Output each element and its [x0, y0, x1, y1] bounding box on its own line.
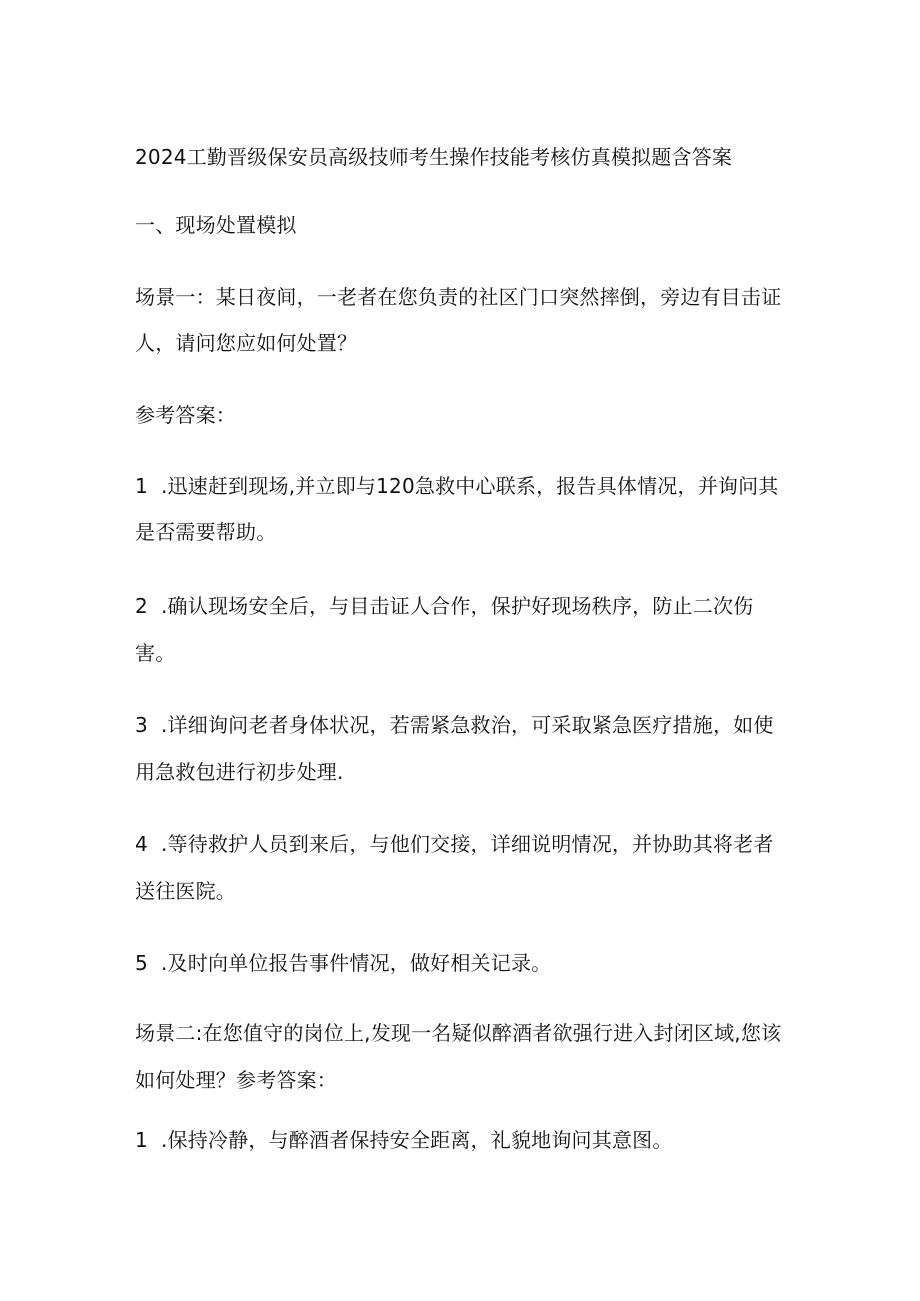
answer-item-3-line2: 用急救包进行初步处理.	[135, 760, 344, 784]
scenario1-answer-label: 参考答案：	[135, 403, 236, 427]
scenario2-item-1-text: .保持冷静，与醉酒者保持安全距离，礼貌地询问其意图。	[161, 1128, 673, 1152]
scenario2-question-line2: 如何处理？参考答案：	[135, 1068, 337, 1092]
scenario2-answer-item-1	[135, 1128, 795, 1152]
answer-item-4-number: 4	[135, 832, 148, 856]
answer-item-2-number: 2	[135, 594, 148, 618]
answer-item-2-line2: 害。	[135, 641, 176, 665]
answer-item-5-text: .及时向单位报告事件情况，做好相关记录。	[161, 951, 552, 975]
scenario1-question-line2: 人，请问您应如何处置？	[135, 331, 358, 355]
answer-item-5-line1	[135, 951, 795, 975]
answer-item-2-line1	[135, 594, 795, 618]
answer-item-1-number: 1	[135, 474, 148, 498]
answer-item-4-line2: 送往医院。	[135, 879, 236, 903]
answer-item-5-number: 5	[135, 951, 148, 975]
answer-item-1-text: .迅速赶到现场,并立即与120急救中心联系，报告具体情况，并询问其	[161, 474, 779, 498]
answer-item-1-line2: 是否需要帮助。	[135, 520, 277, 544]
answer-item-2-text: .确认现场安全后，与目击证人合作，保护好现场秩序，防止二次伤	[161, 594, 754, 618]
answer-item-4-text: .等待救护人员到来后，与他们交接，详细说明情况，并协助其将老者	[161, 832, 774, 856]
answer-item-3-text: .详细询问老者身体状况，若需紧急救治，可采取紧急医疗措施，如使	[161, 713, 774, 737]
answer-item-3-number: 3	[135, 713, 148, 737]
scenario1-question-line1: 场景一：某日夜间，一老者在您负责的社区门口突然摔倒，旁边有目击证	[135, 285, 782, 309]
answer-item-4-line1	[135, 832, 795, 856]
answer-item-1-line1	[135, 474, 795, 498]
document-title: 2024工勤晋级保安员高级技师考生操作技能考核仿真模拟题含答案	[135, 145, 733, 169]
scenario2-item-1-number: 1	[135, 1128, 148, 1152]
answer-item-3-line1	[135, 713, 795, 737]
scenario2-question-line1: 场景二:在您值守的岗位上,发现一名疑似醉酒者欲强行进入封闭区域,您该	[135, 1021, 782, 1045]
section-heading: 一、现场处置模拟	[135, 213, 297, 237]
